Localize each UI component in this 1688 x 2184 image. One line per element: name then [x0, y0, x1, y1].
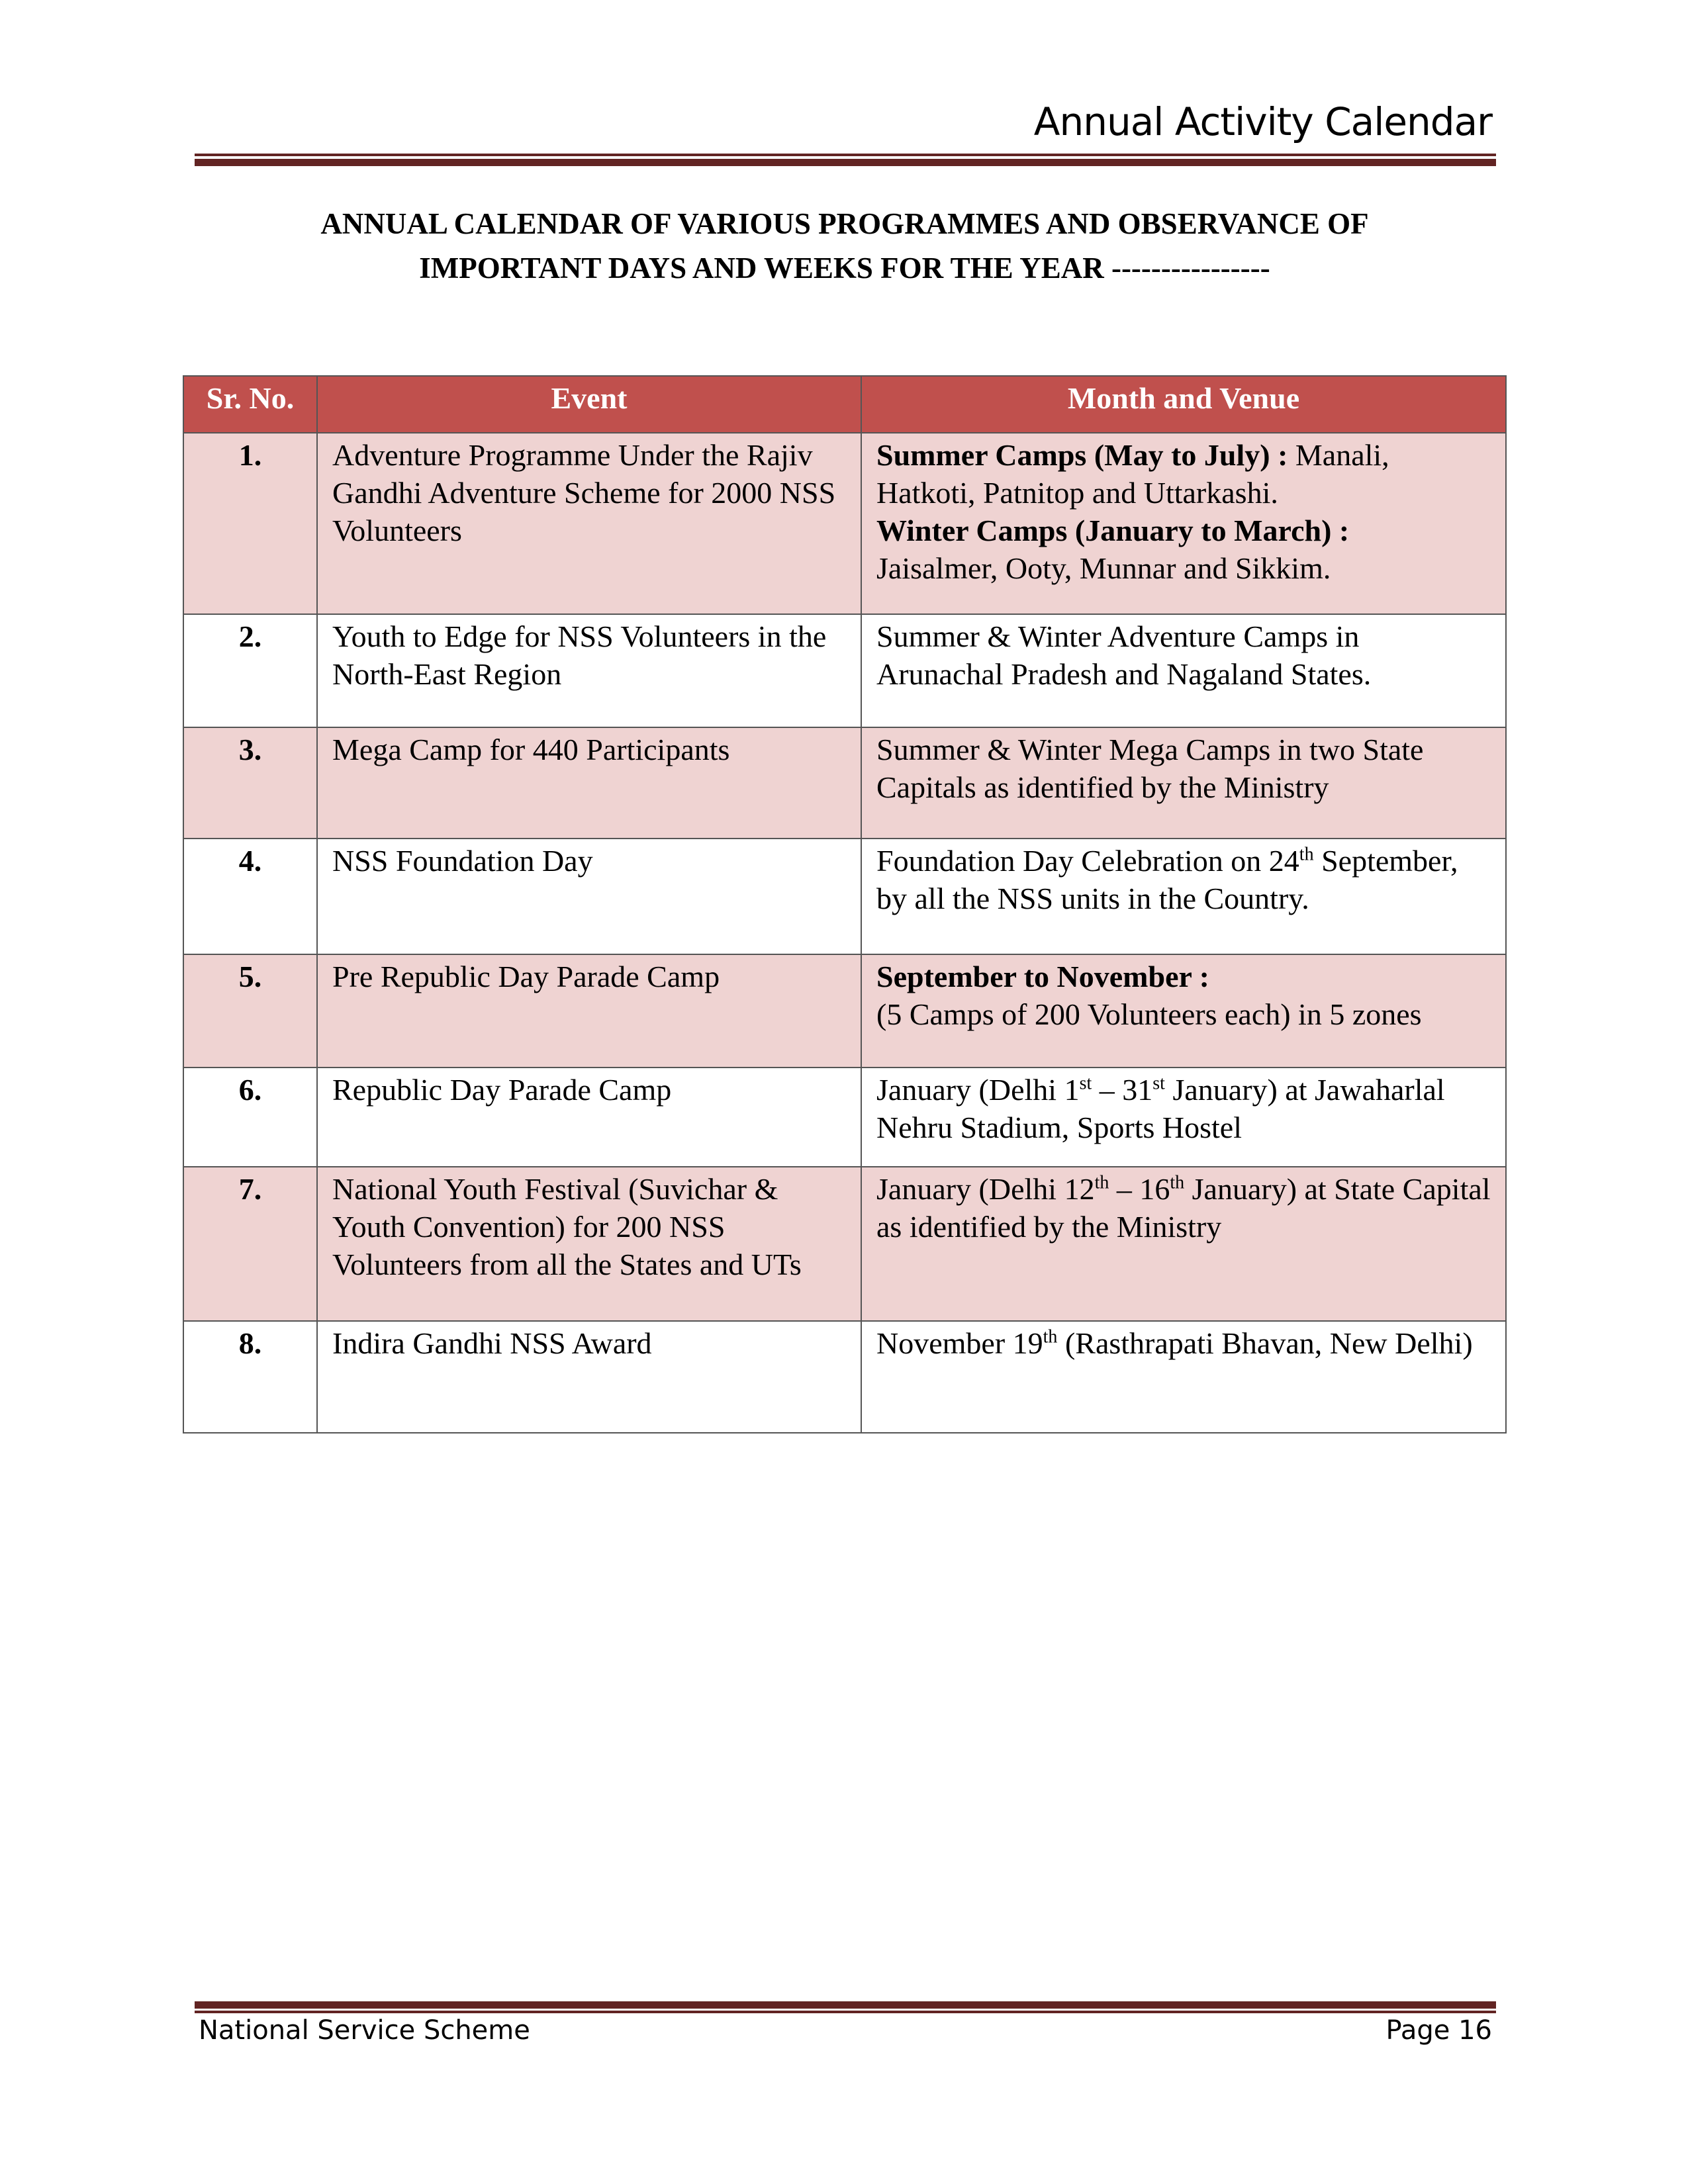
- running-header-title: Annual Activity Calendar: [1033, 99, 1492, 144]
- document-title: [183, 202, 1507, 291]
- venue-text: (5 Camps of 200 Volunteers each) in 5 zones: [876, 997, 1422, 1031]
- page-number: Page 16: [1385, 2015, 1492, 2046]
- title-line-1: ANNUAL CALENDAR OF VARIOUS PROGRAMMES AND OBSERVANCE OF: [320, 207, 1369, 240]
- sr-cell: 3.: [183, 727, 317, 839]
- venue-bold: Summer Camps (May to July) :: [876, 438, 1288, 472]
- superscript: th: [1299, 844, 1314, 865]
- venue-text: January (Delhi 12: [876, 1172, 1095, 1206]
- footer-org-name: National Service Scheme: [199, 2015, 530, 2046]
- table-row: [183, 1321, 1506, 1433]
- event-cell: Pre Republic Day Parade Camp: [317, 954, 861, 1068]
- table-row: [183, 1167, 1506, 1321]
- venue-cell: [861, 839, 1506, 954]
- event-cell: Mega Camp for 440 Participants: [317, 727, 861, 839]
- venue-text: Foundation Day Celebration on 24: [876, 844, 1299, 878]
- event-cell: National Youth Festival (Suvichar & Youth Convention) for 200 NSS Volunteers from all the States and UTs: [317, 1167, 861, 1321]
- footer-rule-thin: [195, 2011, 1496, 2013]
- venue-text: (Rasthrapati Bhavan, New Delhi): [1057, 1326, 1473, 1360]
- table-row: [183, 727, 1506, 839]
- venue-cell: [861, 1167, 1506, 1321]
- header-month-venue: Month and Venue: [861, 376, 1506, 433]
- table-row: [183, 954, 1506, 1068]
- venue-text: November 19: [876, 1326, 1043, 1360]
- header-event: Event: [317, 376, 861, 433]
- venue-cell: [861, 1068, 1506, 1167]
- venue-text: Manali, Hatkoti, Patnitop and Uttarkashi.: [876, 438, 1389, 510]
- venue-text: Jaisalmer, Ooty, Munnar and Sikkim.: [876, 551, 1331, 585]
- calendar-table: [183, 375, 1507, 1433]
- venue-cell: [861, 954, 1506, 1068]
- table-row: [183, 1068, 1506, 1167]
- venue-cell: [861, 1321, 1506, 1433]
- event-cell: Youth to Edge for NSS Volunteers in the North-East Region: [317, 614, 861, 727]
- header-rule-thin: [195, 154, 1496, 156]
- sr-cell: 8.: [183, 1321, 317, 1433]
- superscript: th: [1094, 1172, 1109, 1193]
- venue-text: September, by all the NSS units in the Country.: [876, 844, 1458, 915]
- sr-cell: 1.: [183, 433, 317, 614]
- event-cell: Republic Day Parade Camp: [317, 1068, 861, 1167]
- sr-cell: 7.: [183, 1167, 317, 1321]
- sr-cell: 5.: [183, 954, 317, 1068]
- footer-rule-thick: [195, 2001, 1496, 2009]
- venue-bold: Winter Camps (January to March) :: [876, 514, 1350, 547]
- venue-text: – 16: [1109, 1172, 1170, 1206]
- venue-text: January) at State Capital as identified by the Ministry: [876, 1172, 1491, 1244]
- venue-cell: [861, 433, 1506, 614]
- superscript: st: [1079, 1073, 1092, 1094]
- sr-cell: 6.: [183, 1068, 317, 1167]
- event-cell: Adventure Programme Under the Rajiv Gandhi Adventure Scheme for 2000 NSS Volunteers: [317, 433, 861, 614]
- event-cell: Indira Gandhi NSS Award: [317, 1321, 861, 1433]
- superscript: th: [1043, 1326, 1058, 1347]
- title-line-2: IMPORTANT DAYS AND WEEKS FOR THE YEAR ----------------: [419, 251, 1270, 285]
- table-row: [183, 433, 1506, 614]
- venue-text: January (Delhi 1: [876, 1073, 1080, 1107]
- table-header-row: [183, 376, 1506, 433]
- header-sr-no: Sr. No.: [183, 376, 317, 433]
- event-cell: NSS Foundation Day: [317, 839, 861, 954]
- venue-bold: September to November :: [876, 960, 1209, 993]
- table-row: [183, 839, 1506, 954]
- venue-text: – 31: [1092, 1073, 1153, 1107]
- sr-cell: 2.: [183, 614, 317, 727]
- superscript: th: [1170, 1172, 1185, 1193]
- sr-cell: 4.: [183, 839, 317, 954]
- superscript: st: [1152, 1073, 1165, 1094]
- table-row: [183, 614, 1506, 727]
- header-rule-thick: [195, 159, 1496, 166]
- venue-cell: Summer & Winter Adventure Camps in Arunachal Pradesh and Nagaland States.: [861, 614, 1506, 727]
- venue-cell: Summer & Winter Mega Camps in two State Capitals as identified by the Ministry: [861, 727, 1506, 839]
- venue-text: January) at Jawaharlal Nehru Stadium, Sports Hostel: [876, 1073, 1445, 1144]
